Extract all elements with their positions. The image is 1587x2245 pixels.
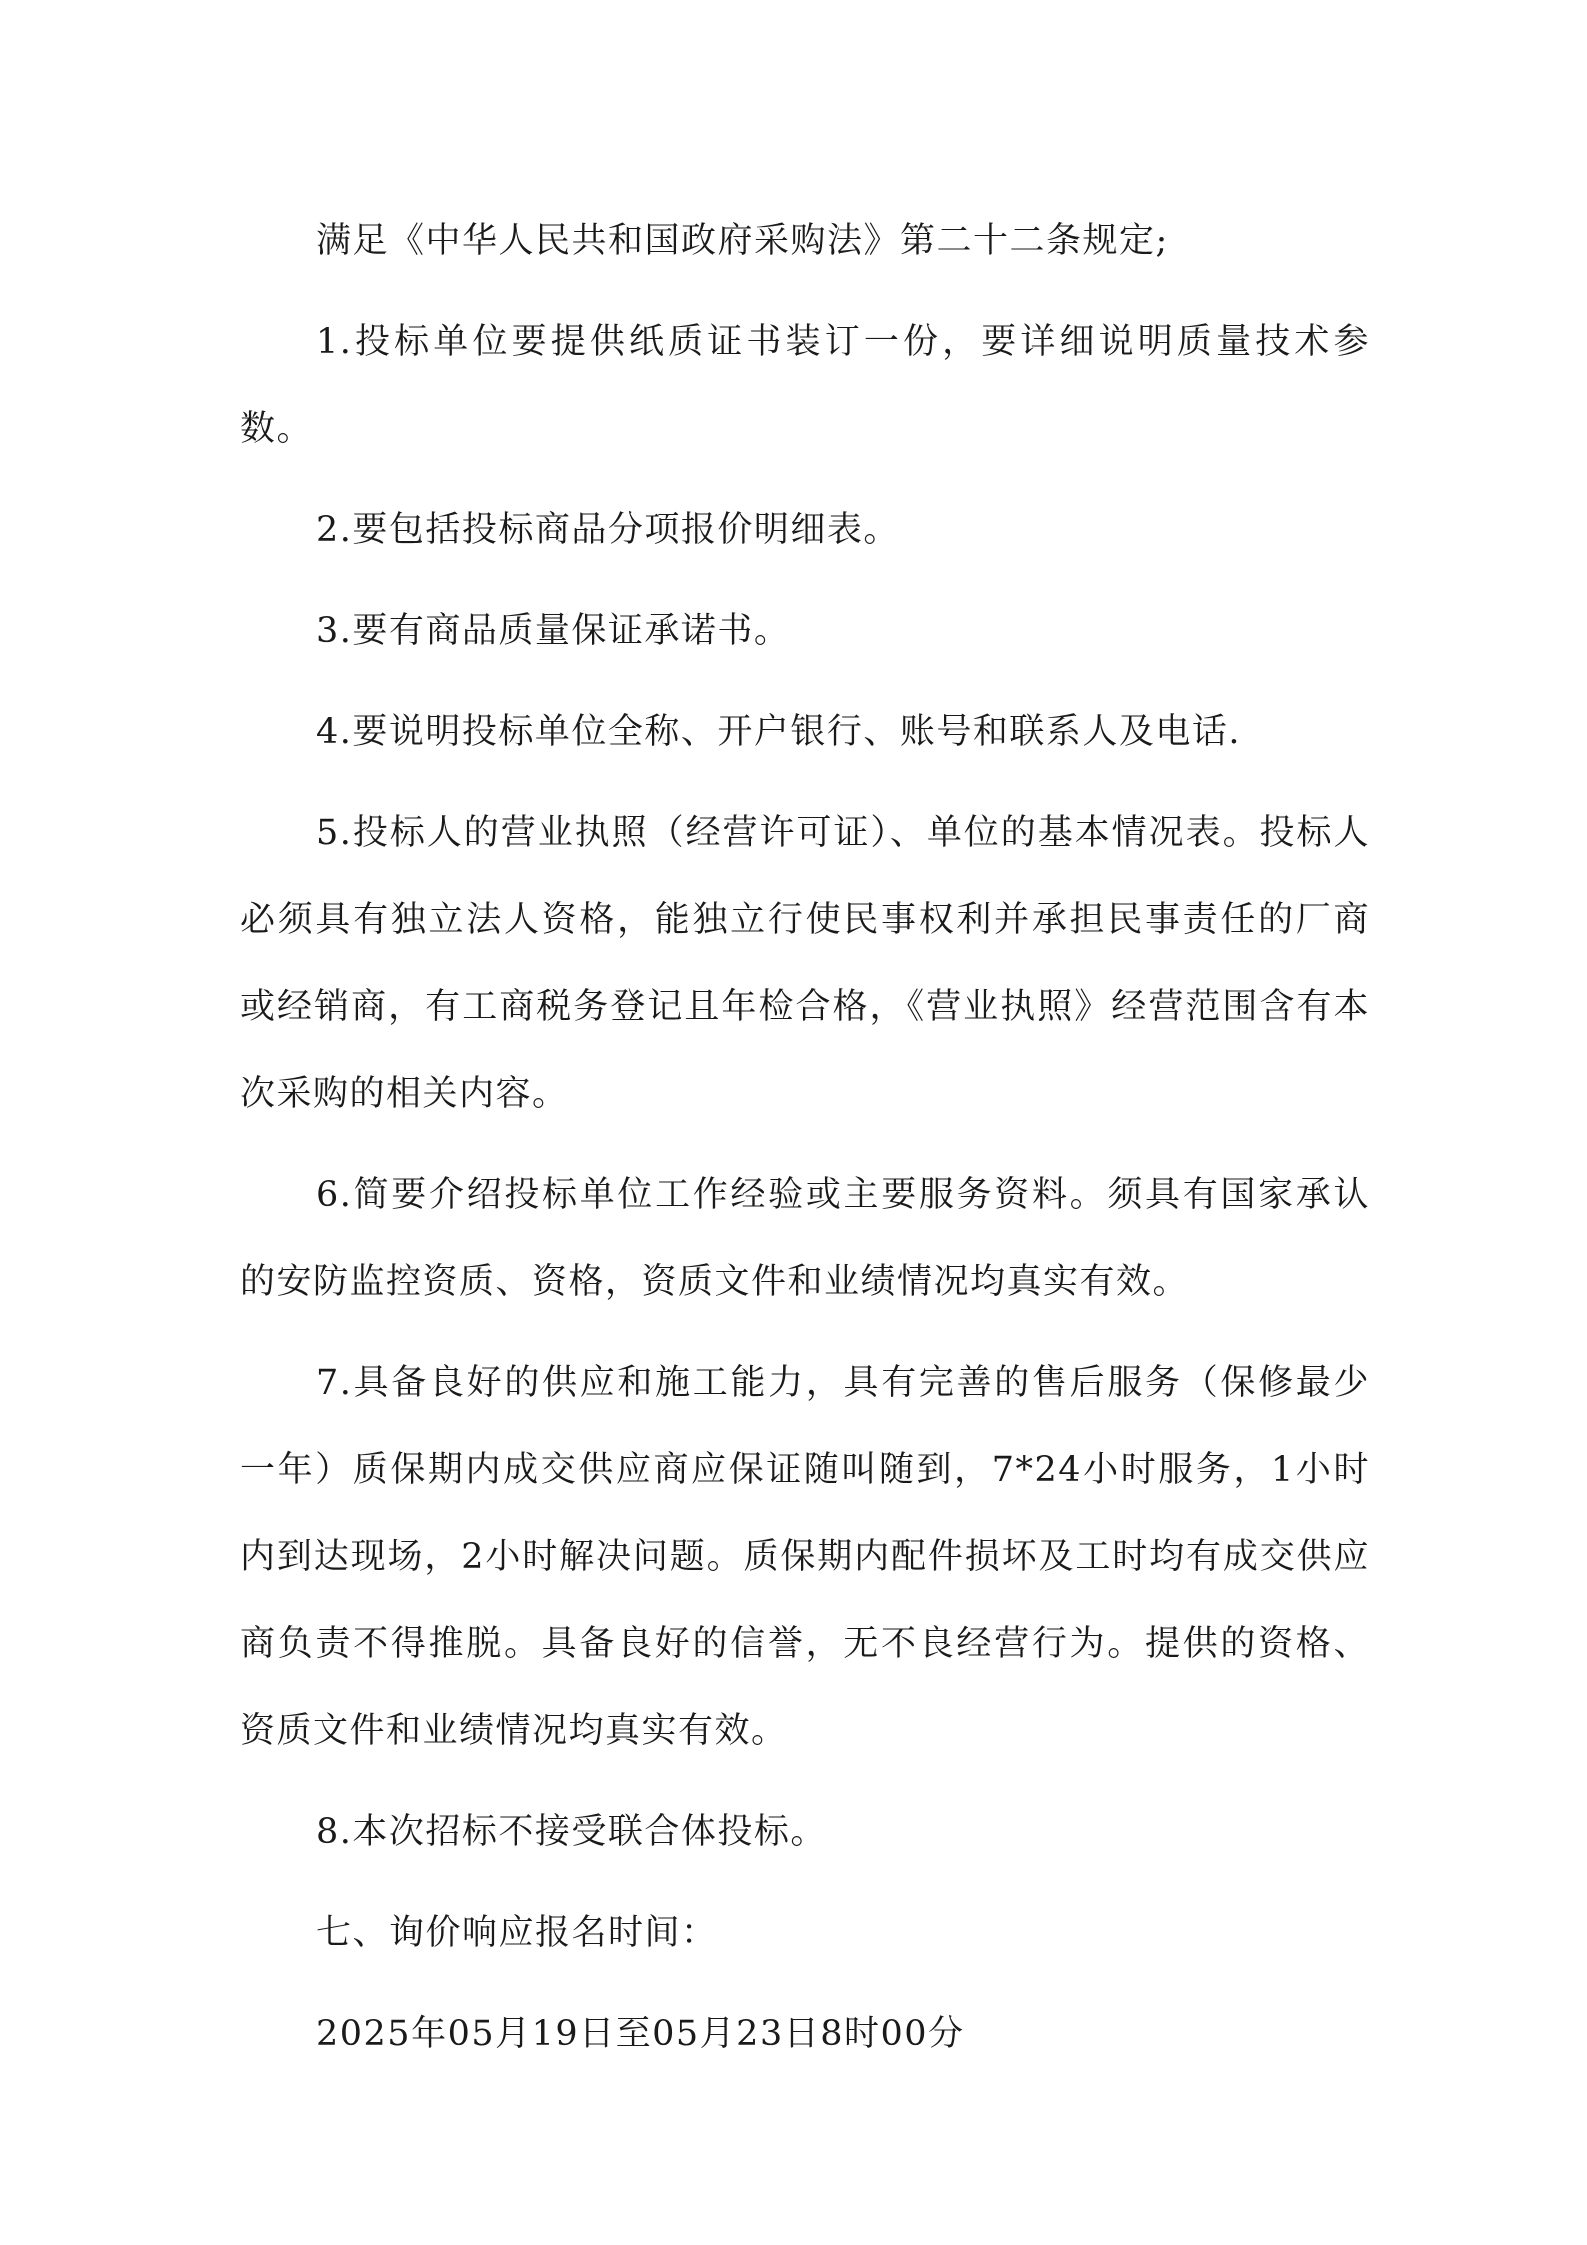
paragraph-item-7: 7.具备良好的供应和施工能力，具有完善的售后服务（保修最少一年）质保期内成交供应商应保证随叫随到，7*24小时服务，1小时内到达现场，2小时解决问题。质保期内配件损坏及工时均有成交供应商负责不得推脱。具备良好的信誉，无不良经营行为。提供的资格、资质文件和业绩情况均真实有效。	[240, 1363, 1370, 1751]
paragraph-item-2: 2.要包括投标商品分项报价明细表。	[316, 510, 900, 550]
paragraph-procurement-law: 满足《中华人民共和国政府采购法》第二十二条规定;	[316, 221, 1169, 261]
paragraph-item-5: 5.投标人的营业执照（经营许可证）、单位的基本情况表。投标人必须具有独立法人资格，能独立行使民事权利并承担民事责任的厂商或经销商，有工商税务登记且年检合格，《营业执照》经营范围含有本次采购的相关内容。	[240, 813, 1370, 1114]
paragraph-item-1: 1.投标单位要提供纸质证书装订一份，要详细说明质量技术参数。	[240, 322, 1370, 449]
paragraph-item-3: 3.要有商品质量保证承诺书。	[316, 611, 791, 651]
section-heading-registration-time: 七、询价响应报名时间：	[316, 1913, 718, 1953]
paragraph-item-4: 4.要说明投标单位全称、开户银行、账号和联系人及电话.	[316, 712, 1242, 752]
registration-date-range: 2025年05月19日至05月23日8时00分	[316, 2014, 965, 2054]
paragraph-item-8: 8.本次招标不接受联合体投标。	[316, 1812, 827, 1852]
paragraph-item-6: 6.简要介绍投标单位工作经验或主要服务资料。须具有国家承认的安防监控资质、资格，资质文件和业绩情况均真实有效。	[240, 1175, 1370, 1302]
document-body	[240, 198, 1370, 2078]
